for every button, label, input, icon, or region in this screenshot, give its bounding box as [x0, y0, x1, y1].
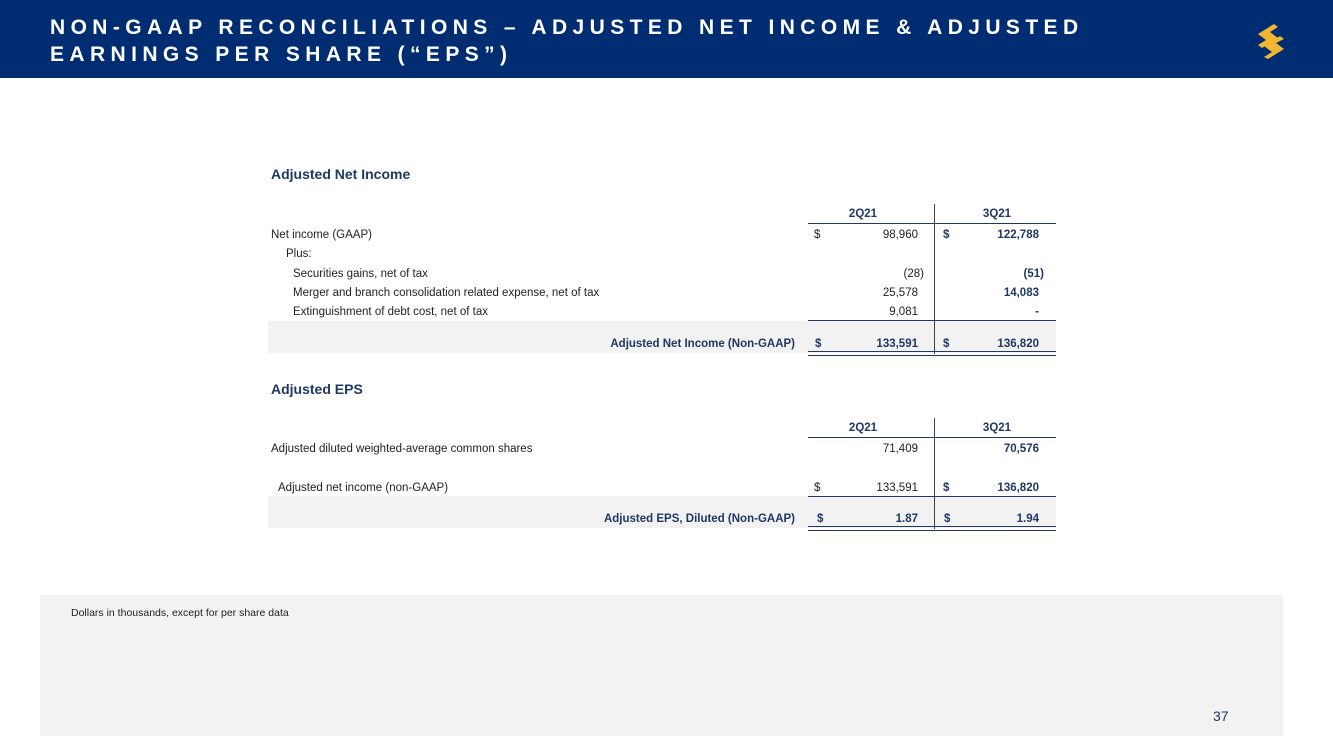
net-income-header-rule — [808, 223, 1056, 224]
securities-gains-3q21-value: (51) — [1023, 268, 1044, 280]
eps-col-2q21: 2Q21 — [848, 422, 878, 434]
net-income-gaap-2q21-dollar: $ — [814, 229, 821, 241]
adjusted-net-income-2q21-value: 133,591 — [876, 338, 918, 350]
adjusted-eps-label: Adjusted EPS, Diluted (Non-GAAP) — [603, 513, 795, 525]
net-income-subtotal-rule — [808, 320, 1056, 321]
net-income-gaap-label: Net income (GAAP) — [271, 229, 372, 241]
eps-subtotal-rule — [808, 496, 1056, 497]
merger-expense-label: Merger and branch consolidation related expense, net of tax — [293, 287, 600, 299]
diluted-shares-label: Adjusted diluted weighted-average common shares — [271, 443, 533, 455]
eps-column-divider — [934, 418, 935, 529]
slide-title: NON-GAAP RECONCILIATIONS – ADJUSTED NET INCOME & ADJUSTED EARNINGS PER SHARE (“EPS”) — [50, 16, 1084, 66]
debt-extinguishment-3q21-value: - — [1035, 306, 1039, 318]
merger-expense-2q21-value: 25,578 — [882, 287, 918, 299]
eps-adjusted-net-income-3q21-dollar: $ — [943, 482, 950, 494]
net-income-gaap-2q21-value: 98,960 — [882, 229, 918, 241]
net-income-section-title: Adjusted Net Income — [271, 166, 411, 182]
net-income-col-3q21: 3Q21 — [982, 208, 1012, 220]
securities-gains-2q21-value: (28) — [903, 268, 924, 280]
net-income-plus-label: Plus: — [286, 248, 312, 260]
eps-adjusted-net-income-2q21-dollar: $ — [814, 482, 821, 494]
footnote: Dollars in thousands, except for per share data — [71, 607, 289, 619]
eps-adjusted-net-income-label: Adjusted net income (non-GAAP) — [278, 482, 449, 494]
debt-extinguishment-2q21-value: 9,081 — [889, 306, 918, 318]
adjusted-net-income-3q21-value: 136,820 — [997, 338, 1039, 350]
diluted-shares-2q21-value: 71,409 — [882, 443, 918, 455]
eps-adjusted-net-income-2q21-value: 133,591 — [876, 482, 918, 494]
net-income-gaap-3q21-dollar: $ — [943, 229, 950, 241]
net-income-gaap-3q21-value: 122,788 — [997, 229, 1039, 241]
merger-expense-3q21-value: 14,083 — [1003, 287, 1039, 299]
eps-adjusted-net-income-3q21-value: 136,820 — [997, 482, 1039, 494]
diluted-shares-3q21-value: 70,576 — [1003, 443, 1039, 455]
eps-header-rule — [808, 437, 1056, 438]
adjusted-eps-double-rule — [808, 526, 1056, 531]
adjusted-eps-3q21-dollar: $ — [944, 513, 951, 525]
page-number: 37 — [1213, 708, 1229, 724]
net-income-column-divider — [934, 204, 935, 354]
eps-section-title: Adjusted EPS — [271, 381, 363, 397]
debt-extinguishment-label: Extinguishment of debt cost, net of tax — [293, 306, 488, 318]
securities-gains-label: Securities gains, net of tax — [293, 268, 428, 280]
eps-col-3q21: 3Q21 — [982, 422, 1012, 434]
adjusted-eps-2q21-dollar: $ — [817, 513, 824, 525]
adjusted-net-income-double-rule — [808, 351, 1056, 356]
adjusted-eps-3q21-value: 1.94 — [1016, 513, 1039, 525]
company-logo-icon — [1254, 22, 1286, 60]
net-income-col-2q21: 2Q21 — [848, 208, 878, 220]
adjusted-eps-2q21-value: 1.87 — [895, 513, 918, 525]
adjusted-net-income-2q21-dollar: $ — [815, 338, 822, 350]
adjusted-net-income-3q21-dollar: $ — [943, 338, 950, 350]
slide-header — [0, 0, 1333, 78]
adjusted-net-income-label: Adjusted Net Income (Non-GAAP) — [610, 338, 795, 350]
